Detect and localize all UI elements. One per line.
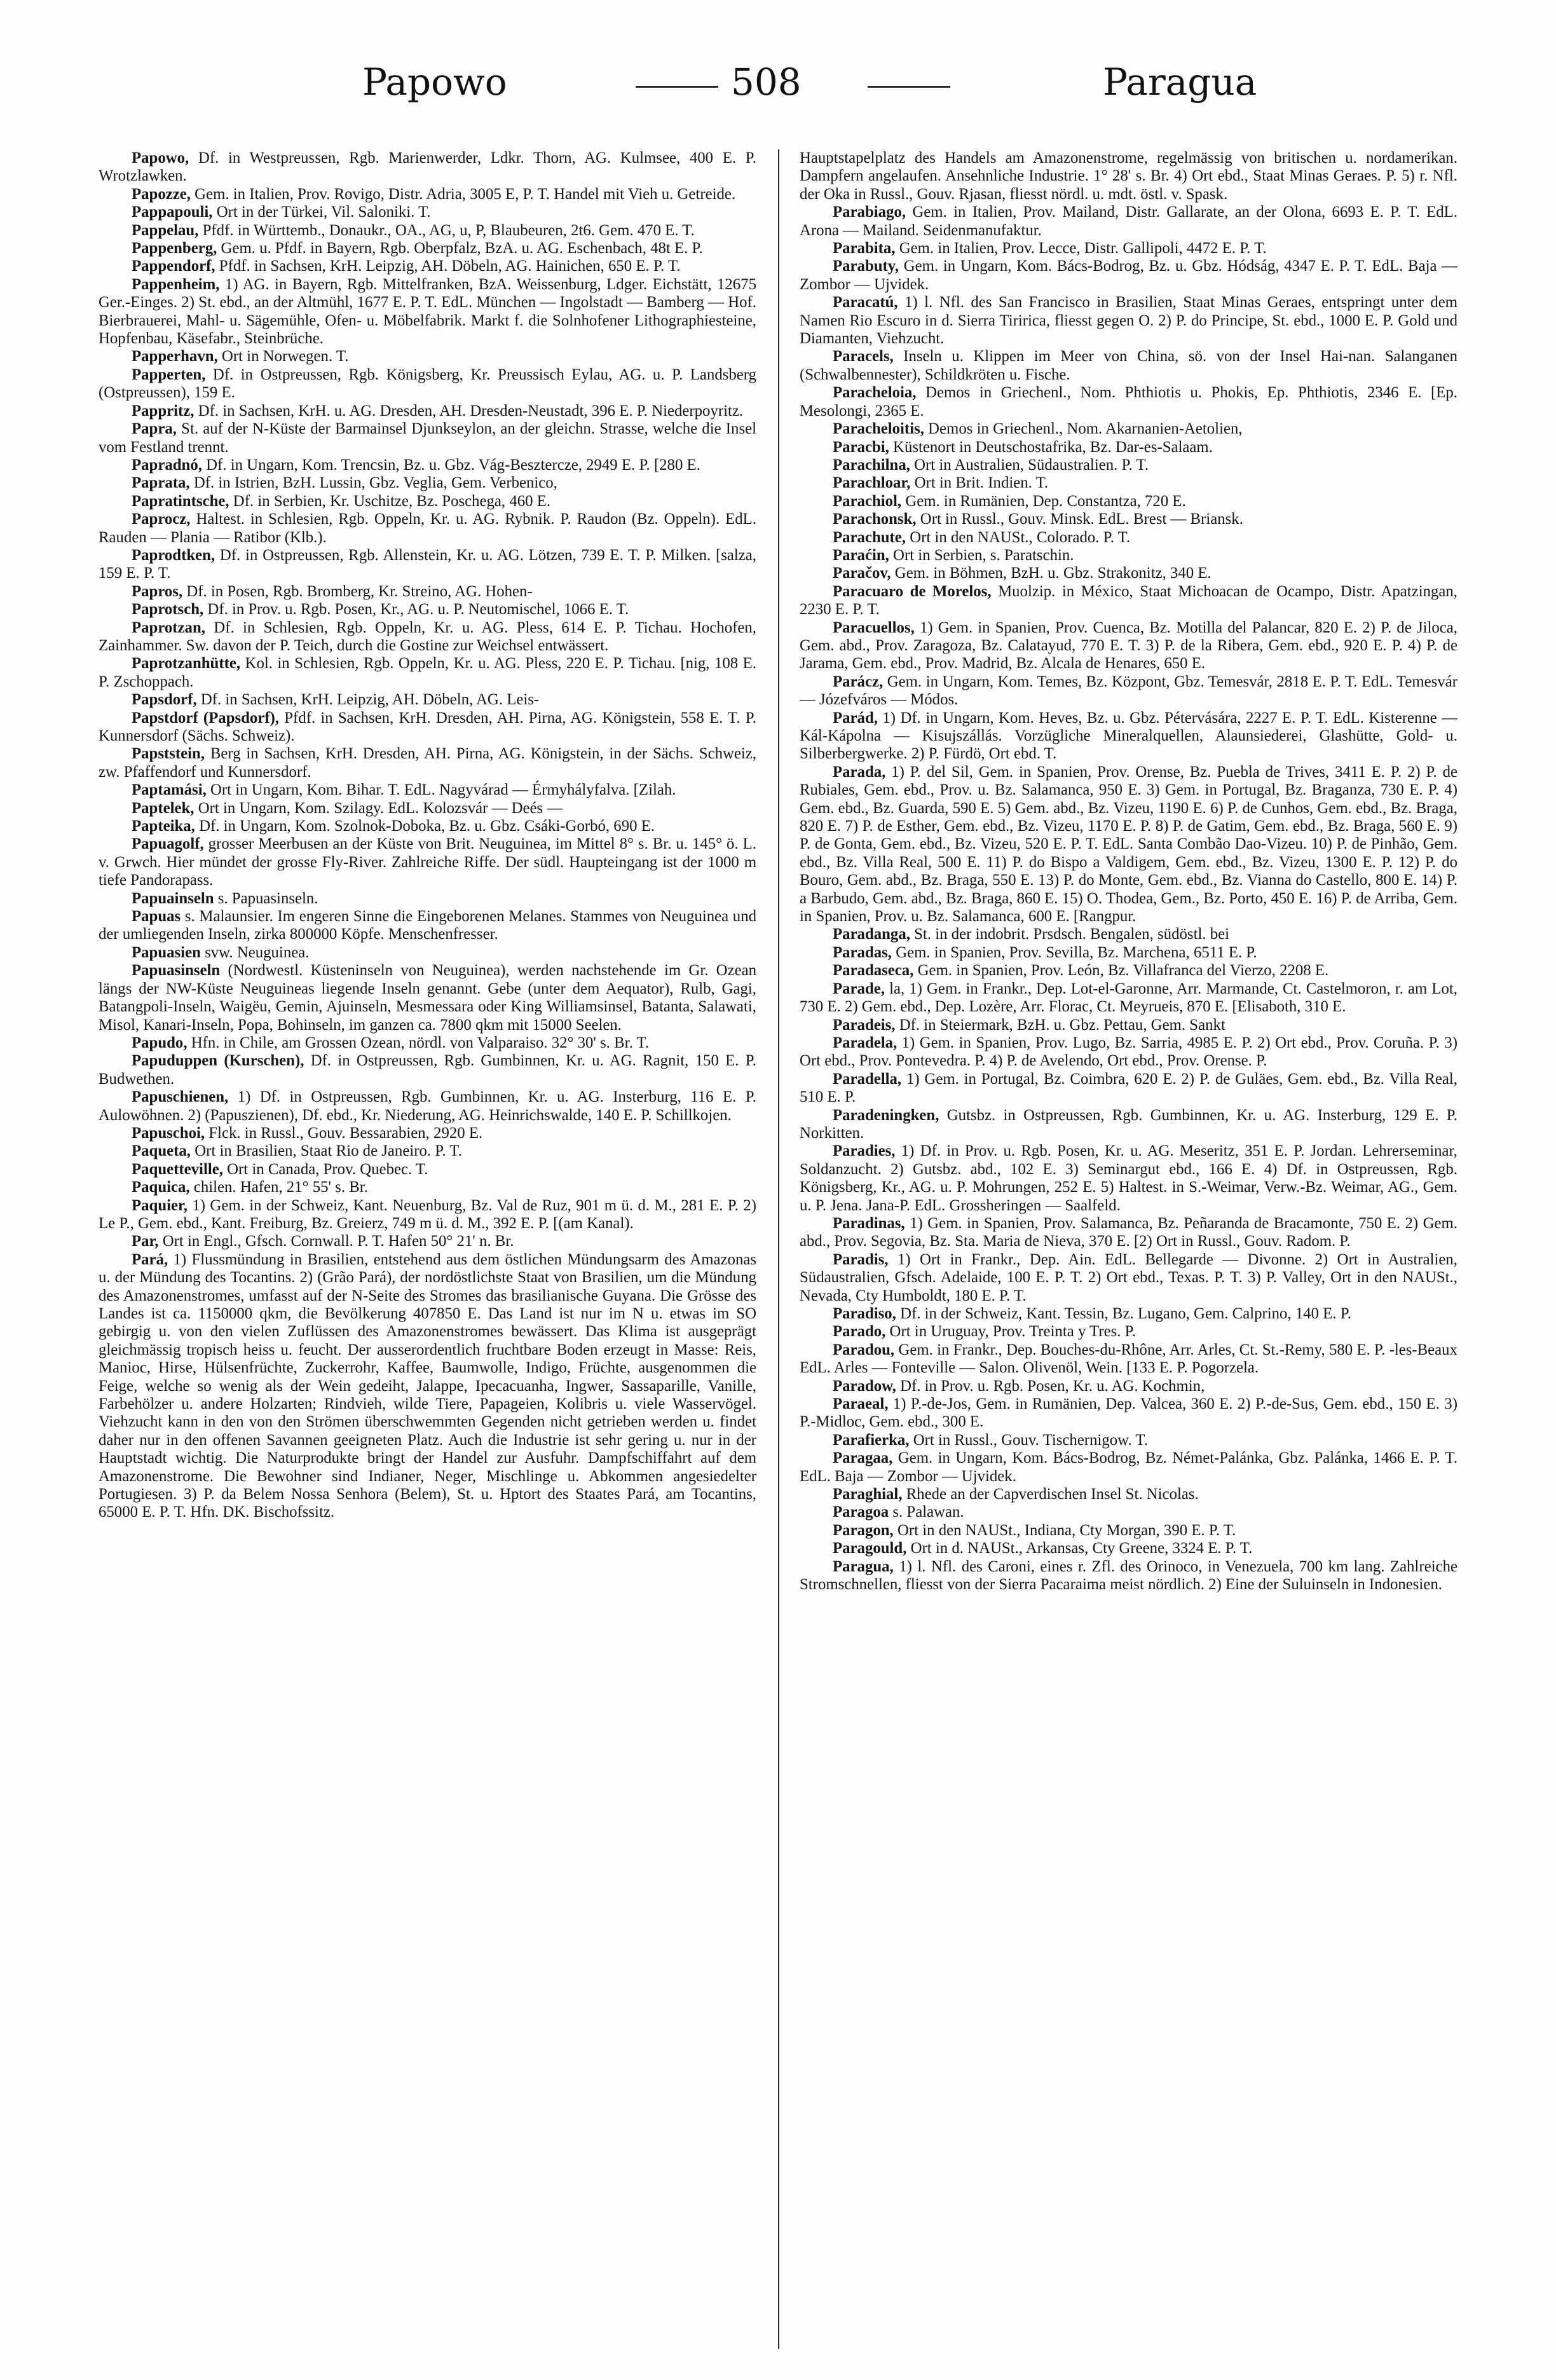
page-header — [95, 60, 1461, 130]
dictionary-entry — [800, 1522, 1457, 1540]
entry-headword: Paradow, — [833, 1377, 896, 1395]
dictionary-entry — [800, 1378, 1457, 1395]
dictionary-entry — [99, 456, 756, 474]
entry-headword: Parachute, — [833, 528, 906, 546]
entry-headword: Parácz, — [833, 673, 884, 690]
column-divider — [778, 149, 779, 2349]
dictionary-entry — [99, 1088, 756, 1125]
entry-text: Gem. in Rumänien, Dep. Constantza, 720 E. — [905, 492, 1186, 510]
entry-headword: Paprata, — [132, 474, 190, 492]
dictionary-entry — [99, 800, 756, 817]
entry-text: Pfdf. in Sachsen, KrH. Leipzig, AH. Döbeln, AG. Hainichen, 650 E. P. T. — [219, 257, 681, 275]
entry-text: 1) Gem. in Spanien, Prov. Cuenca, Bz. Motilla del Palancar, 820 E. 2) P. de Jiloca, Gem. abd., Prov. Zaragoza, Bz. Calatayud, 770 E. T. 3) P. de la Ribera, Gem. ebd., 920 E. P. 4) P. de Jarama, Gem. ebd., Prov. Madrid, Bz. Alcala de Henares, 650 E. — [800, 619, 1457, 673]
dictionary-entry — [99, 1161, 756, 1179]
entry-text: grosser Meerbusen an der Küste von Brit. Neuguinea, im Mittel 8° s. Br. u. 145° ö. L. v. Grwch. Hier mündet der grosse Fly-River. Zahlreiche Riffe. Der südl. Haupteingang ist der 1000 m tiefe Pandorapass. — [99, 835, 756, 889]
entry-headword: Parachonsk, — [833, 510, 917, 528]
entry-headword: Paragoa — [833, 1503, 889, 1521]
entry-text: Df. in Prov. u. Rgb. Posen, Kr. u. AG. Kochmin, — [900, 1377, 1205, 1395]
dictionary-entry — [99, 474, 756, 492]
dictionary-entry — [800, 709, 1457, 763]
entry-text: Ort in der Türkei, Vil. Saloniki. T. — [216, 203, 431, 221]
entry-text: Ort in den NAUSt., Colorado. P. T. — [910, 528, 1131, 546]
entry-text: Gem. in Spanien, Prov. Sevilla, Bz. Marchena, 6511 E. P. — [896, 943, 1257, 961]
entry-headword: Parabita, — [833, 240, 896, 257]
entry-headword: Parachloar, — [833, 474, 911, 492]
dictionary-entry — [800, 474, 1457, 492]
entry-headword: Paracels, — [833, 348, 894, 366]
entry-headword: Papros, — [132, 582, 183, 600]
entry-headword: Papudo, — [132, 1034, 188, 1051]
entry-headword: Pappelau, — [132, 221, 199, 239]
dictionary-entry — [99, 1179, 756, 1196]
entry-text: Kol. in Schlesien, Rgb. Oppeln, Kr. u. AG. Pless, 220 E. P. Tichau. [nig, 108 E. P. Zschoppach. — [99, 655, 756, 690]
entry-text: s. Palawan. — [892, 1503, 964, 1521]
dictionary-entry — [99, 709, 756, 746]
entry-headword: Pappapouli, — [132, 203, 213, 221]
dictionary-entry — [99, 222, 756, 240]
entry-text: 1) Df. in Prov. u. Rgb. Posen, Kr. u. AG. Meseritz, 351 E. P. Jordan. Lehrerseminar, Soldanzucht. 2) Gutsbz. abd., 102 E. 3) Seminargut ebd., 166 E. 4) Df. in Ostpreussen, Rgb. Königsberg, Kr., AG. u. P. Mohrungen, 252 E. 5) Haltest. in S.-Weimar, Verw.-Bz. Weimar, AG., Gem. u. P. Jena. Jana-P. EdL. Grossheringen — Saalfeld. — [800, 1142, 1457, 1214]
dictionary-entry — [99, 691, 756, 709]
entry-headword: Paradinas, — [833, 1214, 905, 1232]
dictionary-entry — [99, 890, 756, 908]
entry-text: Gem. in Frankr., Dep. Bouches-du-Rhône, Arr. Arles, Ct. St.-Remy, 580 E. P. -les-Beaux EdL. Arles — Fonteville — Salon. Olivenöl, Wein. [133 E. P. Pogorzela. — [800, 1341, 1457, 1377]
entry-headword: Papsdorf, — [132, 691, 197, 709]
dictionary-entry — [99, 420, 756, 456]
dictionary-entry — [800, 1486, 1457, 1503]
dictionary-entry — [99, 908, 756, 944]
entry-headword: Paracbi, — [833, 438, 889, 456]
dictionary-entry — [99, 655, 756, 691]
dictionary-entry — [99, 1233, 756, 1250]
entry-headword: Paprotzan, — [132, 619, 205, 636]
entry-headword: Paptelek, — [132, 799, 194, 817]
dictionary-entry — [800, 1107, 1457, 1143]
dictionary-entry — [99, 257, 756, 275]
dictionary-entry — [99, 835, 756, 889]
entry-headword: Paprotsch, — [132, 601, 204, 619]
entry-text: 1) l. Nfl. des San Francisco in Brasilien, Staat Minas Geraes, entspringt unter dem Namen Rio Escuro in d. Sierra Tiririca, fliesst gegen O. 2) P. do Principe, St. ebd., 1000 E. P. Gold und Diamanten, Viehzucht. — [800, 294, 1457, 348]
entry-headword: Papratintsche, — [132, 492, 229, 510]
dictionary-entry — [800, 240, 1457, 257]
entry-headword: Parabiago, — [833, 203, 906, 221]
dictionary-entry — [99, 1142, 756, 1160]
entry-headword: Parabuty, — [833, 257, 899, 275]
dictionary-entry — [99, 186, 756, 203]
entry-headword: Paradella, — [833, 1070, 902, 1088]
entry-text: la, 1) Gem. in Frankr., Dep. Lot-el-Garonne, Arr. Marmande, Ct. Castelmoron, r. am Lot, 730 E. 2) Gem. ebd., Dep. Lozère, Arr. Florac, Ct. Meyrueis, 870 E. [Elisaboth, 310 E. — [800, 980, 1457, 1016]
dictionary-entry — [99, 944, 756, 962]
entry-headword: Paradis, — [833, 1250, 889, 1268]
entry-headword: Paprotzanhütte, — [132, 655, 241, 673]
entry-text: (Nordwestl. Küsteninseln von Neuguinea), werden nachstehende im Gr. Ozean längs der NW-Küste Neuguineas liegende Inseln genannt. Gebe (unter dem Aequator), Rulb, Gagi, Batangpoli-Inseln, Waigëu, Gemin, Ajuinseln, Mesmessara oder King Williamsinsel, Batanta, Salawati, Misol, Kanari-Inseln, Popa, Bohinseln, im ganzen ca. 7800 qkm mit 15000 Seelen. — [99, 962, 756, 1034]
dictionary-entry — [99, 493, 756, 510]
entry-text: Gem. in Spanien, Prov. León, Bz. Villafranca del Vierzo, 2208 E. — [917, 962, 1329, 980]
entry-text: s. Malaunsier. Im engeren Sinne die Eingeborenen Melanes. Stammes von Neuguinea und der umliegenden Inseln, zirka 800000 Köpfe. Menschenfresser. — [99, 908, 756, 943]
entry-text: Ort in Ungarn, Kom. Bihar. T. EdL. Nagyvárad — Érmyhályfalva. [Zilah. — [210, 781, 676, 799]
dictionary-entry — [800, 619, 1457, 673]
dictionary-entry — [800, 456, 1457, 474]
entry-headword: Parafierka, — [833, 1431, 910, 1449]
dictionary-entry — [99, 366, 756, 402]
entry-text: Hfn. in Chile, am Grossen Ozean, nördl. von Valparaiso. 32° 30' s. Br. T. — [191, 1034, 650, 1051]
entry-headword: Paradeis, — [833, 1016, 896, 1034]
entry-text: chilen. Hafen, 21° 55' s. Br. — [193, 1179, 368, 1196]
entry-headword: Paquica, — [132, 1179, 190, 1196]
entry-headword: Paragaa, — [833, 1449, 893, 1467]
dictionary-entry — [99, 583, 756, 601]
dictionary-entry — [800, 1449, 1457, 1486]
entry-headword: Paraeal, — [833, 1395, 889, 1413]
entry-headword: Pará, — [132, 1250, 168, 1268]
entry-text: Flck. in Russl., Gouv. Bessarabien, 2920 E. — [208, 1124, 483, 1142]
dictionary-entry — [99, 1251, 756, 1522]
dictionary-entry — [800, 203, 1457, 240]
entry-headword: Paragua, — [833, 1557, 894, 1575]
dictionary-entry — [800, 529, 1457, 547]
entry-text: 1) Ort in Frankr., Dep. Ain. EdL. Bellegarde — Divonne. 2) Ort in Australien, Südaustralien, Gfsch. Adelaide, 100 E. P. T. 2) Ort ebd., Texas. P. T. 3) P. Valley, Ort in den NAUSt., Nevada, Cty Humboldt, 180 E. P. T. — [800, 1250, 1457, 1304]
dictionary-entry — [800, 510, 1457, 528]
entry-headword: Papra, — [132, 420, 177, 438]
entry-headword: Papststein, — [132, 745, 205, 763]
entry-headword: Paprocz, — [132, 510, 191, 528]
entry-headword: Paquetteville, — [132, 1160, 223, 1178]
entry-headword: Paragould, — [833, 1540, 907, 1557]
entry-headword: Parachilna, — [833, 456, 910, 474]
entry-text: Gem. in Böhmen, BzH. u. Gbz. Strakonitz, 340 E. — [894, 564, 1211, 582]
entry-text: Ort in Brasilien, Staat Rio de Janeiro. P. T. — [194, 1142, 462, 1160]
entry-headword: Paracuellos, — [833, 619, 915, 636]
entry-text: Df. in Ostpreussen, Rgb. Königsberg, Kr. Preussisch Eylau, AG. u. P. Landsberg (Ostpreussen), 159 E. — [99, 366, 756, 402]
entry-text: Ort in d. NAUSt., Arkansas, Cty Greene, 3324 E. P. T. — [910, 1540, 1253, 1557]
entry-headword: Paradela, — [833, 1034, 897, 1051]
entry-text: Df. in Posen, Rgb. Bromberg, Kr. Streino, AG. Hohen- — [186, 582, 533, 600]
entry-headword: Papstdorf (Papsdorf), — [132, 709, 280, 727]
dictionary-entry — [800, 962, 1457, 980]
entry-headword: Paragon, — [833, 1521, 894, 1539]
entry-text: Haltest. in Schlesien, Rgb. Oppeln, Kr. u. AG. Rybnik. P. Raudon (Bz. Oppeln). EdL. Rauden — Plania — Ratibor (Klb.). — [99, 510, 756, 546]
entry-text: Rhede an der Capverdischen Insel St. Nicolas. — [906, 1486, 1199, 1503]
entry-text: Df. in Steiermark, BzH. u. Gbz. Pettau, Gem. Sankt — [899, 1016, 1225, 1034]
left-column — [99, 149, 756, 2349]
entry-headword: Paprodtken, — [132, 546, 215, 564]
dictionary-entry — [800, 1323, 1457, 1341]
dictionary-entry — [800, 1142, 1457, 1215]
entry-text: Df. in Ungarn, Kom. Trencsin, Bz. u. Gbz. Vág-Besztercze, 2949 E. P. [280 E. — [206, 456, 700, 474]
page-number: 508 — [731, 60, 802, 104]
entry-headword: Paradeningken, — [833, 1106, 939, 1124]
entry-headword: Paracheloia, — [833, 384, 917, 402]
dictionary-entry — [800, 384, 1457, 420]
entry-text: Df. in der Schweiz, Kant. Tessin, Bz. Lugano, Gem. Calprino, 140 E. P. — [900, 1305, 1352, 1322]
dictionary-entry — [99, 1197, 756, 1233]
entry-headword: Paracatú, — [833, 294, 898, 311]
dictionary-entry — [800, 673, 1457, 709]
dictionary-entry — [800, 1558, 1457, 1594]
entry-text: Ort in Ungarn, Kom. Szilagy. EdL. Kolozsvár — Deés — — [198, 799, 563, 817]
entry-text: Gem. in Ungarn, Kom. Bács-Bodrog, Bz. u. Gbz. Hódság, 4347 E. P. T. EdL. Baja — Zombor — Ujvidek. — [800, 257, 1457, 293]
right-column — [800, 149, 1457, 2349]
entry-text: Df. in Sachsen, KrH. Leipzig, AH. Döbeln, AG. Leis- — [200, 691, 540, 709]
dictionary-entry — [99, 402, 756, 420]
entry-text: Muolzip. in México, Staat Michoacan de Ocampo, Distr. Apatzingan, 2230 E. P. T. — [800, 582, 1457, 619]
dictionary-entry — [800, 547, 1457, 564]
entry-text: Berg in Sachsen, KrH. Dresden, AH. Pirna, AG. Königstein, in der Sächs. Schweiz, zw. Pfaffendorf und Kunnersdorf. — [99, 745, 756, 781]
dictionary-entry — [99, 149, 756, 186]
entry-text: 1) Df. in Ostpreussen, Rgb. Gumbinnen, Kr. u. AG. Insterburg, 116 E. P. Aulowöhnen. 2) (Papuszienen), Df. ebd., Kr. Niederung, AG. Heinrichswalde, 140 E. P. Schillkojen. — [99, 1088, 756, 1124]
entry-headword: Pappenberg, — [132, 240, 217, 257]
entry-headword: Par, — [132, 1233, 159, 1250]
dictionary-entry — [800, 1432, 1457, 1449]
dictionary-entry — [800, 944, 1457, 962]
entry-headword: Parado, — [833, 1323, 886, 1341]
dictionary-entry — [800, 1034, 1457, 1070]
entry-headword: Paradanga, — [833, 926, 910, 943]
entry-headword: Papuschienen, — [132, 1088, 229, 1106]
entry-text: Ort in Brit. Indien. T. — [914, 474, 1049, 492]
dictionary-entry — [800, 926, 1457, 943]
entry-headword: Pappenheim, — [132, 275, 220, 293]
entry-text: Gem. in Italien, Prov. Rovigo, Distr. Adria, 3005 E, P. T. Handel mit Vieh u. Getreide. — [194, 185, 736, 203]
dictionary-entry — [99, 203, 756, 221]
dictionary-entry — [800, 763, 1457, 926]
entry-text: Ort in Russl., Gouv. Tischernigow. T. — [913, 1431, 1148, 1449]
header-right-word: Paragua — [1103, 60, 1257, 104]
entry-text: Ort in Russl., Gouv. Minsk. EdL. Brest — Briansk. — [920, 510, 1243, 528]
dictionary-entry — [800, 564, 1457, 582]
entry-text: Gutsbz. in Ostpreussen, Rgb. Gumbinnen, Kr. u. AG. Insterburg, 129 E. P. Norkitten. — [800, 1106, 1457, 1142]
entry-text: Ort in Norwegen. T. — [221, 348, 349, 366]
entry-text: 1) l. Nfl. des Caroni, eines r. Zfl. des Orinoco, in Venezuela, 700 km lang. Zahlreiche Stromschnellen, fliesst von der Sierra Pacaraima meist nördlich. 2) Eine der Suluinseln in Indonesien. — [800, 1557, 1457, 1594]
entry-text: Ort in Engl., Gfsch. Cornwall. P. T. Hafen 50° 21' n. Br. — [162, 1233, 514, 1250]
entry-text: Gem. in Italien, Prov. Lecce, Distr. Gallipoli, 4472 E. P. T. — [899, 240, 1267, 257]
header-dash-right — [868, 86, 950, 88]
entry-headword: Papperhavn, — [132, 348, 218, 366]
entry-headword: Papowo, — [132, 149, 189, 167]
dictionary-entry — [99, 601, 756, 619]
dictionary-entry — [99, 1034, 756, 1052]
entry-headword: Parada, — [833, 763, 886, 781]
dictionary-entry — [99, 781, 756, 799]
entry-headword: Paradou, — [833, 1341, 895, 1358]
entry-headword: Papuschoi, — [132, 1124, 205, 1142]
dictionary-entry — [99, 619, 756, 655]
entry-text: Df. in Westpreussen, Rgb. Marienwerder, Ldkr. Thorn, AG. Kulmsee, 400 E. P. Wrotzlawken. — [99, 149, 756, 185]
dictionary-entry — [800, 493, 1457, 510]
dictionary-entry — [99, 817, 756, 835]
entry-text: Df. in Serbien, Kr. Uschitze, Bz. Poschega, 460 E. — [233, 492, 551, 510]
entry-text: 1) Df. in Ungarn, Kom. Heves, Bz. u. Gbz. Pétervására, 2227 E. P. T. EdL. Kisterenne — Kál-Kápolna — Kisujszállás. Vorzügliche Mineralquellen, Alaunsiederei, Glashütte, Gold- u. Silberbergwerke. 2) P. Fürdö, Ort ebd. T. — [800, 709, 1457, 763]
dictionary-entry — [800, 1503, 1457, 1521]
entry-headword: Pappritz, — [132, 402, 194, 420]
entry-headword: Papuainseln — [132, 889, 214, 907]
entry-headword: Papperten, — [132, 366, 206, 383]
entry-text: Ort in Uruguay, Prov. Treinta y Tres. P. — [889, 1323, 1136, 1341]
entry-text: Hauptstapelplatz des Handels am Amazonenstrome, regelmässig von britischen u. nordamerikan. Dampfern angelaufen. Ansehnliche Industrie. 1° 28' s. Br. 4) Ort ebd., Staat Minas Geraes. P. 5) r. Nfl. der Oka in Russl., Gouv. Rjasan, fliesst nördl. u. mdt. östl. v. Spask. — [800, 149, 1457, 203]
dictionary-entry — [99, 276, 756, 348]
entry-text: Df. in Schlesien, Rgb. Oppeln, Kr. u. AG. Pless, 614 E. P. Tichau. Hochofen, Zainhammer. Sw. davon der P. Teich, durch die Gostine zur Weichsel entwässert. — [99, 619, 756, 654]
entry-text: Gem. in Ungarn, Kom. Bács-Bodrog, Bz. Német-Palánka, Gbz. Palánka, 1466 E. P. T. EdL. Baja — Zombor — Ujvidek. — [800, 1449, 1457, 1485]
entry-text: Ort in Serbien, s. Paratschin. — [893, 546, 1074, 564]
entry-text: St. auf der N-Küste der Barmainsel Djunkseylon, an der gleichn. Strasse, welche die Insel vom Festland trennt. — [99, 420, 756, 456]
entry-headword: Paracheloitis, — [833, 420, 924, 438]
entry-headword: Papozze, — [132, 185, 191, 203]
entry-text: Ort in den NAUSt., Indiana, Cty Morgan, 390 E. P. T. — [897, 1521, 1236, 1539]
entry-headword: Papuasien — [132, 943, 201, 961]
dictionary-entry — [99, 745, 756, 781]
entry-text: Demos in Griechenl., Nom. Akarnanien-Aetolien, — [928, 420, 1243, 438]
entry-text: Ort in Canada, Prov. Quebec. T. — [227, 1160, 428, 1178]
header-left-word: Papowo — [362, 60, 507, 104]
entry-text: Inseln u. Klippen im Meer von China, sö. von der Insel Hai-nan. Salanganen (Schwalbennester), Schildkröten u. Fische. — [800, 348, 1457, 383]
dictionary-entry — [800, 257, 1457, 294]
entry-text: Pfdf. in Sachsen, KrH. Dresden, AH. Pirna, AG. Königstein, 558 E. T. P. Kunnersdorf (Sächs. Schweiz). — [99, 709, 756, 744]
dictionary-entry — [800, 1070, 1457, 1107]
entry-headword: Papuas — [132, 908, 181, 926]
entry-headword: Parád, — [833, 709, 878, 727]
dictionary-entry — [800, 1305, 1457, 1323]
entry-text: Pfdf. in Württemb., Donaukr., OA., AG, u, P, Blaubeuren, 2t6. Gem. 470 E. T. — [202, 221, 695, 239]
dictionary-entry — [800, 1016, 1457, 1034]
entry-headword: Paraghial, — [833, 1486, 903, 1503]
entry-text: Küstenort in Deutschostafrika, Bz. Dar-es-Salaam. — [893, 438, 1213, 456]
entry-text: s. Papuasinseln. — [217, 889, 318, 907]
dictionary-entry — [800, 1540, 1457, 1557]
entry-headword: Paradas, — [833, 943, 892, 961]
entry-headword: Parachiol, — [833, 492, 902, 510]
entry-headword: Parade, — [833, 980, 885, 997]
entry-text: Df. in Sachsen, KrH. u. AG. Dresden, AH. Dresden-Neustadt, 396 E. P. Niederpoyritz. — [198, 402, 744, 420]
dictionary-entry — [99, 1125, 756, 1142]
entry-text: 1) Gem. in der Schweiz, Kant. Neuenburg, Bz. Val de Ruz, 901 m ü. d. M., 281 E. P. 2) Le P., Gem. ebd., Kant. Freiburg, Bz. Greierz, 749 m ü. d. M., 392 E. P. [(am Kanal). — [99, 1196, 756, 1232]
entry-text: 1) Gem. in Spanien, Prov. Lugo, Bz. Sarria, 4985 E. P. 2) Ort ebd., Prov. Coruña. P. 3) Ort ebd., Prov. Pontevedra. P. 4) P. de Avelendo, Ort ebd., Prov. Orense. P. — [800, 1034, 1457, 1070]
dictionary-entry — [800, 294, 1457, 348]
entry-headword: Papuagolf, — [132, 835, 204, 853]
entry-text: Df. in Istrien, BzH. Lussin, Gbz. Veglia, Gem. Verbenico, — [193, 474, 557, 492]
dictionary-entry — [800, 1341, 1457, 1378]
entry-text: Gem. in Italien, Prov. Mailand, Distr. Gallarate, an der Olona, 6693 E. P. T. EdL. Arona — Mailand. Seidenmanufaktur. — [800, 203, 1457, 239]
entry-text: 1) Flussmündung in Brasilien, entstehend aus dem östlichen Mündungsarm des Amazonas u. der Mündung des Tocantins. 2) (Grão Pará), der nordöstlichste Staat von Brasilien, um die Mündung des Amazonenstromes, umfasst auf der N-Seite des Stromes das brasilianische Guyana. Die Grösse des Landes ist ca. 1150000 qkm, die Bevölkerung 407850 E. Das Land ist nur im N u. etwas im SO gebirgig u. von den vielen Zuflüssen des Amazonenstromes bewässert. Das Klima ist ausgeprägt gleichmässig tropisch heiss u. feucht. Der ausserordentlich fruchtbare Boden erzeugt in Masse: Reis, Manioc, Hirse, Hülsenfrüchte, Zuckerrohr, Kaffee, Baumwolle, Indigo, Früchte, ausgenommen die Feige, welche so wenig als der Wein gedeiht, Jalappe, Ipecacuanha, Ingwer, Sassaparille, Vanille, Farbehölzer u. andere Holzarten; Rindvieh, wilde Tiere, Papageien, Kolibris u. viele Wasservögel. Viehzucht kann in den von den Strömen überschwemmten Gegenden nicht getrieben werden u. findet daher nur in den offenen Savannen geeigneten Platz. Auch die Industrie ist sehr gering u. nur in der Hauptstadt wichtig. Die Naturprodukte bringt der Handel zur Ausfuhr. Dampfschiffahrt auf dem Amazonenstrome. Die Bewohner sind Indianer, Neger, Mischlinge u. Abkommen angesiedelter Portugiesen. 3) P. da Belem Nossa Senhora (Belem), St. u. Hptort des Staates Pará, am Tocantins, 65000 E. P. T. Hfn. DK. Bischofssitz. — [99, 1250, 756, 1521]
header-dash-left — [636, 86, 718, 88]
entry-headword: Papuduppen (Kurschen), — [132, 1052, 304, 1070]
entry-headword: Paracuaro de Morelos, — [833, 582, 992, 600]
entry-text: 1) AG. in Bayern, Rgb. Mittelfranken, BzA. Weissenburg, Ldger. Eichstätt, 12675 Ger.-Einges. 2) St. ebd., an der Altmühl, 1677 E. P. T. EdL. München — Ingolstadt — Bamberg — Hof. Bierbrauerei, Mahl- u. Sägemühle, Ofen- u. Möbelfabrik. Markt f. die Solnhofener Lithographiesteine, Hopfenbau, Käsefabr., Steinbrüche. — [99, 275, 756, 348]
dictionary-entry — [800, 149, 1457, 203]
entry-headword: Pappendorf, — [132, 257, 215, 275]
dictionary-entry — [99, 962, 756, 1034]
dictionary-entry — [800, 583, 1457, 619]
entry-headword: Paradiso, — [833, 1305, 896, 1322]
dictionary-entry — [800, 980, 1457, 1016]
dictionary-entry — [800, 420, 1457, 438]
entry-text: Demos in Griechenl., Nom. Phthiotis u. Phokis, Ep. Phthiotis, 2346 E. [Ep. Mesolongi, 2365 E. — [800, 384, 1457, 420]
entry-text: 1) Gem. in Spanien, Prov. Salamanca, Bz. Peñaranda de Bracamonte, 750 E. 2) Gem. abd., Prov. Segovia, Bz. Sta. Maria de Nieva, 370 E. [2) Ort in Russl., Gouv. Radom. P. — [800, 1214, 1457, 1250]
entry-text: Df. in Ungarn, Kom. Szolnok-Doboka, Bz. u. Gbz. Csáki-Gorbó, 690 E. — [199, 817, 655, 835]
entry-headword: Papteika, — [132, 817, 195, 835]
entry-headword: Papuasinseln — [132, 962, 221, 980]
entry-text: Ort in Australien, Südaustralien. P. T. — [914, 456, 1149, 474]
entry-headword: Paptamási, — [132, 781, 207, 799]
entry-text: svw. Neuguinea. — [205, 943, 310, 961]
entry-headword: Paqueta, — [132, 1142, 191, 1160]
entry-text: Df. in Prov. u. Rgb. Posen, Kr., AG. u. P. Neutomischel, 1066 E. T. — [207, 601, 629, 619]
entry-headword: Papradnó, — [132, 456, 202, 474]
entry-text: 1) Gem. in Portugal, Bz. Coimbra, 620 E. 2) P. de Guläes, Gem. ebd., Bz. Villa Real, 510 E. P. — [800, 1070, 1457, 1106]
entry-text: 1) P.-de-Jos, Gem. in Rumänien, Dep. Valcea, 360 E. 2) P.-de-Sus, Gem. ebd., 150 E. 3) P.-Midloc, Gem. ebd., 300 E. — [800, 1395, 1457, 1431]
dictionary-entry — [800, 439, 1457, 456]
dictionary-entry — [800, 348, 1457, 384]
dictionary-entry — [99, 547, 756, 583]
entry-text: 1) P. del Sil, Gem. in Spanien, Prov. Orense, Bz. Puebla de Trives, 3411 E. P. 2) P. de Rubiales, Gem. ebd., Prov. u. Bz. Salamanca, 950 E. 3) Gem. in Portugal, Bz. Braganza, 730 E. P. 4) Gem. ebd., Bz. Guarda, 590 E. 5) Gem. abd., Bz. Vizeu, 1190 E. 6) P. de Cunhos, Gem. ebd., Bz. Braga, 820 E. 7) P. de Esther, Gem. ebd., Bz. Vizeu, 1170 E. P. 8) P. de Gatim, Gem. ebd., Bz. Braga, 560 E. 9) P. de Gonta, Gem. ebd., Bz. Vizeu, 520 E. P. T. EdL. Santa Combão Dao-Vizeu. 10) P. de Pinhão, Gem. ebd., Bz. Villa Real, 500 E. 11) P. do Bispo a Valdigem, Gem. ebd., Bz. Vizeu, 1300 E. P. 12) P. do Bouro, Gem. abd., Bz. Braga, 550 E. 13) P. do Monte, Gem. ebd., Bz. Vianna do Castello, 800 E. 14) P. a Barbudo, Gem. abd., Bz. Braga, 860 E. 15) O. Thodea, Gem., Bz. Porto, 450 E. 16) P. de Arriba, Gem. in Spanien, Prov. u. Bz. Salamanca, 600 E. [Rangpur. — [800, 763, 1457, 926]
dictionary-entry — [800, 1251, 1457, 1305]
entry-headword: Paradaseca, — [833, 962, 914, 980]
entry-text: Gem. u. Pfdf. in Bayern, Rgb. Oberpfalz, BzA. u. AG. Eschenbach, 48t E. P. — [221, 240, 703, 257]
entry-headword: Paraćin, — [833, 546, 889, 564]
dictionary-entry — [99, 240, 756, 257]
dictionary-entry — [800, 1395, 1457, 1432]
dictionary-entry — [99, 348, 756, 366]
dictionary-entry — [99, 510, 756, 547]
entry-text: St. in der indobrit. Prsdsch. Bengalen, südöstl. bei — [914, 926, 1230, 943]
entry-headword: Paračov, — [833, 564, 891, 582]
dictionary-entry — [800, 1215, 1457, 1251]
dictionary-entry — [99, 1052, 756, 1088]
entry-headword: Paquier, — [132, 1196, 188, 1214]
entry-text: Gem. in Ungarn, Kom. Temes, Bz. Központ, Gbz. Temesvár, 2818 E. P. T. EdL. Temesvár — Józefváros — Módos. — [800, 673, 1457, 709]
entry-text: Df. in Ostpreussen, Rgb. Allenstein, Kr. u. AG. Lötzen, 739 E. T. P. Milken. [salza, 159 E. P. T. — [99, 546, 756, 582]
entry-headword: Paradies, — [833, 1142, 896, 1160]
entry-text: Df. in Ostpreussen, Rgb. Gumbinnen, Kr. u. AG. Ragnit, 150 E. P. Budwethen. — [99, 1052, 756, 1088]
